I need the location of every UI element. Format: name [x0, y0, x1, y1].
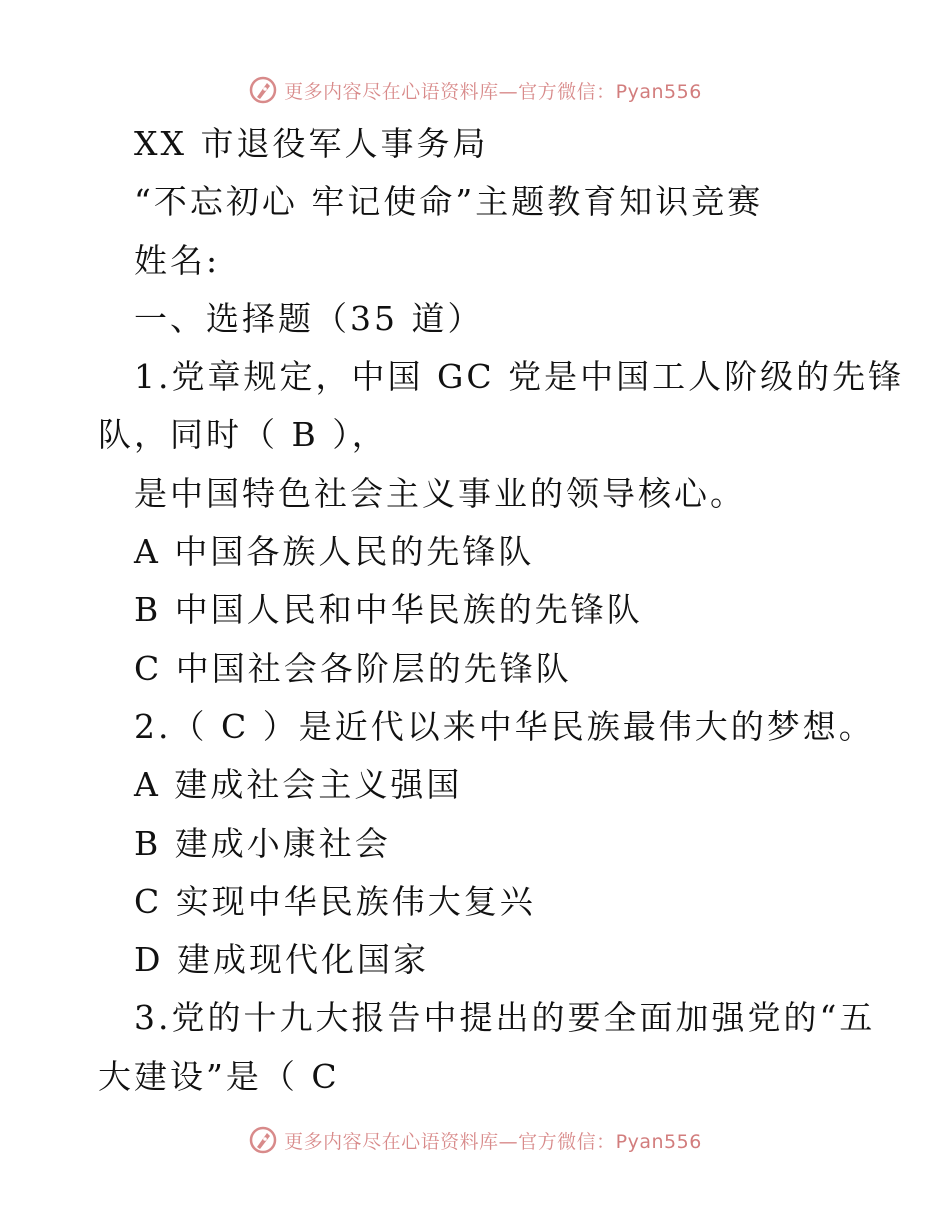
question-1-text: 1.党章规定，中国 GC 党是中国工人阶级的先锋 [134, 357, 905, 397]
question-2-option-a: A 建成社会主义强国 [134, 765, 463, 805]
question-1-option-a: A 中国各族人民的先锋队 [134, 532, 535, 572]
pen-nib-circle-icon [248, 75, 278, 105]
question-2-option-d: D 建成现代化国家 [134, 940, 429, 980]
document-body [0, 115, 950, 1106]
document-title: “不忘初心 牢记使命”主题教育知识竞赛 [134, 182, 764, 222]
question-1-text-cont: 队，同时（ B ）， [98, 415, 388, 455]
question-1-option-c: C 中国社会各阶层的先锋队 [134, 648, 572, 688]
watermark-text: 更多内容尽在心语资料库—官方微信：Pyan556 [284, 1130, 702, 1153]
name-field-label: 姓名: [134, 240, 221, 280]
header-watermark [0, 72, 950, 108]
question-2-option-c: C 实现中华民族伟大复兴 [134, 881, 536, 921]
section-heading: 一、选择题（35 道） [134, 298, 484, 338]
pen-nib-circle-icon [248, 1125, 278, 1155]
watermark-id: Pyan556 [615, 80, 702, 103]
question-1-option-b: B 中国人民和中华民族的先锋队 [134, 590, 643, 630]
question-1-text-cont: 是中国特色社会主义事业的领导核心。 [134, 473, 746, 513]
question-3-text: 3.党的十九大报告中提出的要全面加强党的“五 [134, 998, 876, 1038]
footer-watermark [0, 1122, 950, 1158]
org-name: XX 市退役军人事务局 [134, 124, 489, 163]
watermark-text: 更多内容尽在心语资料库—官方微信：Pyan556 [284, 80, 702, 103]
watermark-id: Pyan556 [615, 1130, 702, 1153]
question-2-option-b: B 建成小康社会 [134, 823, 391, 863]
question-2-text: 2.（ C ）是近代以来中华民族最伟大的梦想。 [134, 706, 875, 746]
question-3-text-cont: 大建设”是（ C [98, 1056, 340, 1096]
